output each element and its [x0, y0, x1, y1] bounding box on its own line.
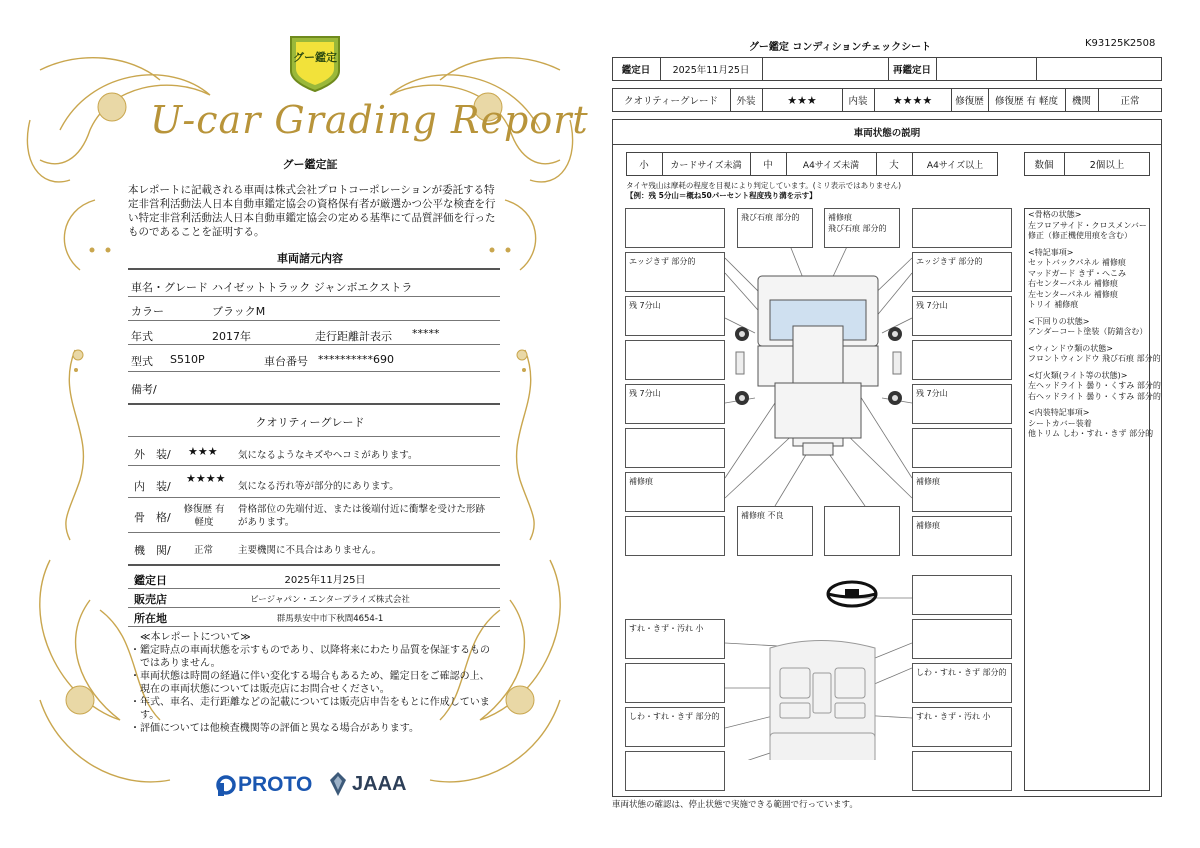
redate-value [936, 57, 1036, 81]
condition-line: <骨格の状態> [1028, 210, 1082, 219]
year-value: 2017年 [212, 330, 251, 343]
sheet-footer: 車両状態の確認は、停止状態で実施できる範囲で行っています。 [612, 800, 858, 810]
callout-int-left-2: しわ・すれ・きず 部分的 [625, 707, 725, 747]
tire-note-1: タイヤ残山は摩耗の程度を目視により判定しています。(ミリ表示ではありません) [626, 181, 902, 190]
callout-top-mid-1: 飛び石痕 部分的 [737, 208, 813, 248]
condition-line: セットバックパネル 補修痕 [1028, 258, 1126, 267]
sheet-exterior-stars: ★★★ [787, 93, 817, 107]
callout-int-right-2: すれ・きず・汚れ 小 [912, 707, 1012, 747]
callout-left-1 [625, 208, 725, 248]
chassis-value: **********690 [318, 353, 394, 366]
callout-right-tire-front: 残 7分山 [912, 296, 1012, 336]
condition-line: トリイ 補修痕 [1028, 300, 1079, 309]
callout-right-6 [912, 428, 1012, 468]
steering-wheel-icon [828, 582, 876, 606]
sheet-engine-label: 機関 [1071, 96, 1091, 107]
condition-list-items [1028, 210, 1161, 440]
condition-line: 右ヘッドライト 曇り・くすみ 部分的 [1028, 391, 1161, 401]
callout-left-tire-front: 残 7分山 [625, 296, 725, 336]
exterior-desc: 気になるようなキズやヘコミがあります。 [238, 450, 418, 461]
sheet-interior-label: 内装 [848, 96, 868, 107]
redate-label: 再鑑定日 [892, 65, 931, 76]
callout-left-6 [625, 428, 725, 468]
notes-title: ≪本レポートについて≫ [140, 632, 251, 643]
color-label: カラー [131, 305, 164, 318]
condition-line: アンダーコート塗装（防錆含む） [1028, 327, 1148, 336]
engine-desc: 主要機関に不具合はありません。 [238, 545, 382, 556]
condition-line: マッドガード きず・へこみ [1028, 268, 1126, 278]
spec-heading: 車両諸元内容 [277, 252, 343, 265]
proto-logo [216, 773, 312, 797]
condition-line: <特記事項> [1028, 247, 1074, 257]
sheet-code: K93125K2508 [1085, 38, 1156, 49]
callout-bottom-mid-1: 補修痕 不良 [737, 506, 813, 556]
condition-line: 右センターパネル 補修痕 [1028, 279, 1118, 288]
sheet-date-label: 鑑定日 [621, 65, 651, 76]
sheet-repair-value: 修復歴 有 軽度 [994, 96, 1059, 107]
certificate-heading: グー鑑定証 [282, 158, 338, 171]
note-item: ・年式、車名、走行距離などの記載については販売店申告をもとに作成しています。 [130, 697, 490, 721]
condition-line: <灯火類(ライト等の状態)> [1028, 370, 1128, 380]
size-mid-desc: A4サイズ未満 [802, 160, 860, 171]
model-value: S510P [170, 353, 205, 366]
condition-line: 修正（修正機使用痕を含む） [1028, 231, 1132, 240]
name-value: ハイゼットトラック ジャンボエクストラ [212, 281, 413, 294]
count-label: 数個 [1034, 160, 1054, 171]
callout-right-tire-rear: 残 7分山 [912, 384, 1012, 424]
certificate-intro: 本レポートに記載される車両は株式会社プロトコーポレーションが委託する特定非営利活動法人日本自動車鑑定協会の資格保有者が厳選かつ公平な検査を行い特定非営利活動法人日本自動車鑑定協会の定める基準にて品質評価を行ったものであることを証明する。 [128, 184, 496, 238]
callout-right-repair: 補修痕 [912, 472, 1012, 512]
dealer-label: 販売店 [134, 593, 167, 606]
condition-line: 他トリム しわ・すれ・きず 部分的 [1028, 429, 1154, 438]
dealer-value: ビージャパン・エンタープライズ株式会社 [250, 595, 410, 605]
callout-left-repair: 補修痕 [625, 472, 725, 512]
sheet-interior-stars: ★★★★ [892, 93, 933, 107]
goo-kantei-badge [287, 33, 343, 93]
interior-label: 内 装/ [134, 480, 171, 493]
note-item: ・評価については他検査機関等の評価と異なる場合があります。 [130, 723, 419, 734]
vehicle-diagram [725, 248, 912, 760]
callout-left-tire-rear: 残 7分山 [625, 384, 725, 424]
sheet-repair-label: 修復歴 [955, 96, 984, 107]
sheet-exterior-label: 外装 [736, 96, 756, 107]
size-large-desc: A4サイズ以上 [926, 160, 984, 171]
jaaa-logo [328, 771, 406, 797]
remarks-label: 備考/ [131, 383, 157, 396]
engine-value: 正常 [194, 545, 214, 556]
chassis-label: 車台番号 [264, 355, 308, 368]
callout-int-left-3 [625, 751, 725, 791]
condition-heading: 車両状態の説明 [853, 127, 921, 139]
mileage-label: 走行距離計表示 [315, 330, 392, 343]
condition-line: <内装特記事項> [1028, 408, 1090, 417]
proto-logo-text: PROTO [238, 773, 313, 796]
callout-int-left-blank [625, 663, 725, 703]
sheet-engine-value: 正常 [1120, 96, 1140, 107]
badge-text: グー鑑定 [293, 51, 337, 64]
jaaa-mark-icon [328, 771, 348, 797]
callout-right-edge: エッジきず 部分的 [912, 252, 1012, 292]
note-item: ・鑑定時点の車両状態を示すものであり、以降将来にわたり品質を保証するものではありません。 [130, 645, 490, 669]
condition-line: <下回りの状態> [1028, 316, 1090, 326]
exterior-stars: ★★★ [188, 445, 218, 458]
condition-line: <ウィンドウ類の状態> [1028, 343, 1113, 353]
jaaa-logo-text: JAAA [352, 772, 407, 795]
tire-note-2: 【例：残 5分山＝概ね50パーセント程度残り溝を示す】 [626, 191, 817, 200]
interior-desc: 気になる汚れ等が部分的にあります。 [238, 481, 399, 492]
callout-left-4 [625, 340, 725, 380]
condition-line: シートカバー装着 [1028, 418, 1092, 428]
callout-top-mid-2: 補修痕 飛び石痕 部分的 [824, 208, 900, 248]
year-label: 年式 [131, 330, 153, 343]
note-item: ・車両状態は時間の経過に伴い変化する場合もあるため、鑑定日をご確認の上、現在の車両状態については販売店にお問合せください。 [130, 671, 490, 695]
count-desc: 2個以上 [1089, 160, 1125, 171]
cert-date-label: 鑑定日 [134, 574, 167, 587]
sheet-title: グー鑑定 コンディションチェックシート [748, 42, 932, 53]
address-value: 群馬県安中市下秋間4654-1 [276, 614, 384, 624]
size-small-label: 小 [639, 160, 649, 171]
name-label: 車名・グレード [131, 281, 208, 294]
callout-left-8 [625, 516, 725, 556]
interior-stars: ★★★★ [186, 472, 226, 485]
callout-right-9 [912, 575, 1012, 615]
callout-int-right-3 [912, 751, 1012, 791]
callout-right-1 [912, 208, 1012, 248]
condition-line: 左フロアサイド・クロスメンバー [1028, 220, 1147, 230]
quality-heading: クオリティーグレード [255, 416, 365, 429]
engine-label: 機 関/ [134, 544, 171, 557]
color-value: ブラックM [212, 305, 266, 318]
size-mid-label: 中 [763, 160, 773, 171]
exterior-label: 外 装/ [134, 448, 171, 461]
frame-label: 骨 格/ [134, 511, 171, 524]
frame-value: 修復歴 有 軽度 [183, 504, 225, 528]
frame-desc: 骨格部位の先端付近、または後端付近に衝撃を受けた形跡があります。 [238, 504, 486, 528]
cert-date-value: 2025年11月25日 [284, 575, 366, 586]
callout-int-left-1: すれ・きず・汚れ 小 [625, 619, 725, 659]
address-label: 所在地 [134, 612, 167, 625]
callout-int-right-blank [912, 619, 1012, 659]
sheet-quality-label: クオリティーグレード [623, 96, 719, 107]
script-title: U-car Grading Report [150, 98, 589, 142]
callout-left-edge: エッジきず 部分的 [625, 252, 725, 292]
condition-line: 左ヘッドライト 曇り・くすみ 部分的 [1028, 381, 1161, 390]
size-large-label: 大 [889, 160, 899, 171]
size-small-desc: カードサイズ未満 [670, 160, 742, 171]
mileage-value: ***** [412, 327, 440, 340]
proto-mark-icon [216, 774, 236, 796]
condition-line: フロントウィンドウ 飛び石痕 部分的 [1028, 354, 1161, 363]
callout-right-repair-2: 補修痕 [912, 516, 1012, 556]
model-label: 型式 [131, 355, 153, 368]
sheet-date-value: 2025年11月25日 [672, 65, 750, 76]
callout-right-4 [912, 340, 1012, 380]
callout-int-right-1: しわ・すれ・きず 部分的 [912, 663, 1012, 703]
report-notes [128, 631, 498, 735]
condition-line: 左センターパネル 補修痕 [1028, 289, 1118, 299]
